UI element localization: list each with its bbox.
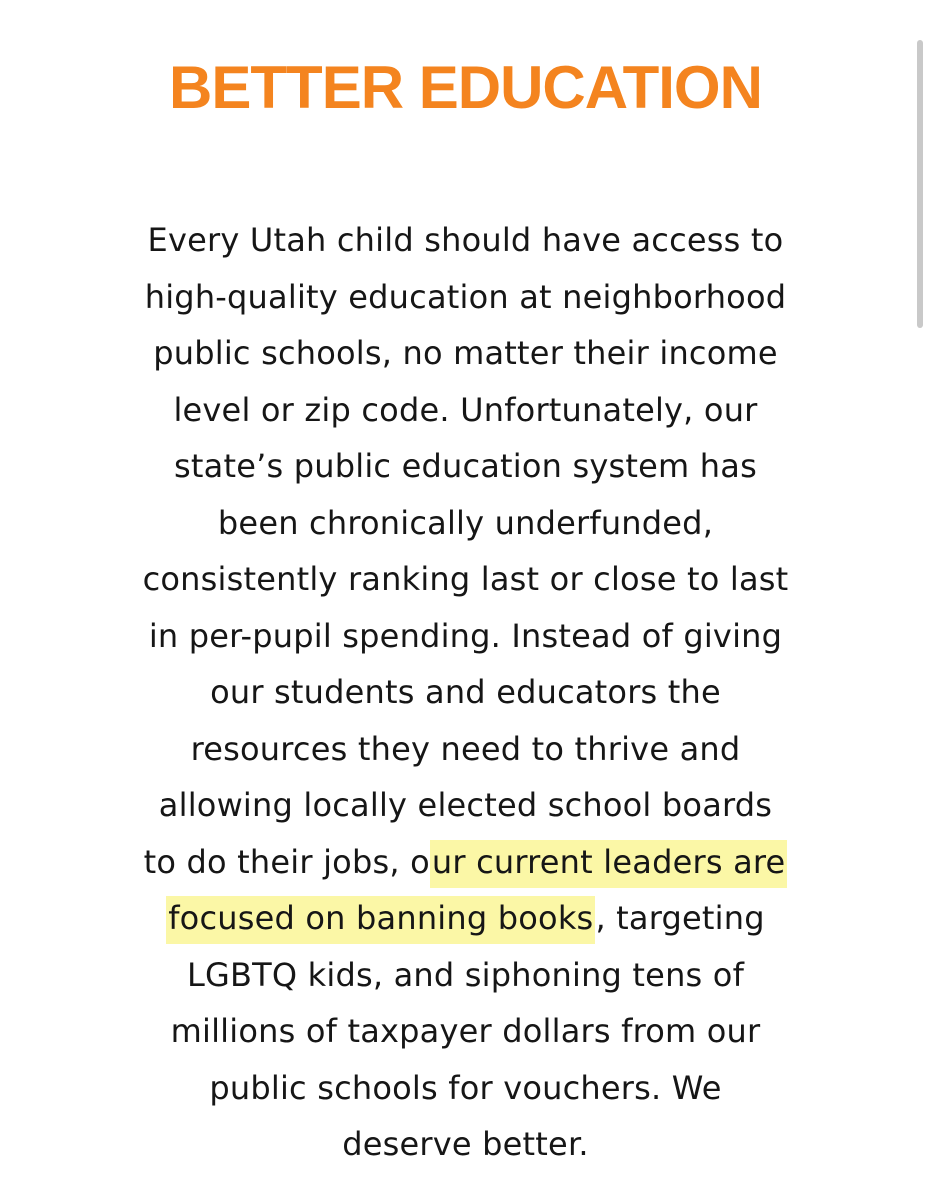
paragraph-line: allowing locally elected school boards	[158, 786, 773, 824]
paragraph-line: been chronically underfunded,	[217, 503, 714, 542]
paragraph-line-highlighted	[0, 834, 931, 891]
highlighted-text: ur current leaders are	[430, 840, 788, 888]
paragraph-line: millions of taxpayer dollars from our	[170, 1012, 761, 1050]
highlighted-text: focused on banning books	[166, 896, 595, 944]
paragraph-line: state’s public education system has	[174, 447, 757, 485]
line-text-after-highlight: , targeting	[595, 899, 765, 937]
paragraph-line: consistently ranking last or close to last	[142, 560, 789, 598]
paragraph-line: in per-pupil spending. Instead of giving	[148, 616, 783, 655]
line-text-before-highlight: to do their jobs, o	[143, 842, 430, 881]
paragraph-line: high-quality education at neighborhood	[144, 277, 787, 316]
paragraph-line: level or zip code. Unfortunately, our	[173, 390, 758, 429]
paragraph-line: public schools, no matter their income	[153, 334, 778, 372]
paragraph-line: deserve better.	[342, 1125, 589, 1163]
paragraph-line: our students and educators the	[210, 673, 721, 711]
paragraph-line: LGBTQ kids, and siphoning tens of	[186, 955, 745, 994]
paragraph-line: public schools for vouchers. We	[209, 1068, 722, 1107]
paragraph-line-highlighted	[0, 890, 931, 947]
paragraph-line: Every Utah child should have access to	[147, 221, 784, 259]
scrollbar-thumb[interactable]	[917, 40, 923, 328]
section-heading: BETTER EDUCATION	[169, 54, 762, 121]
paragraph-line: resources they need to thrive and	[190, 729, 741, 768]
body-paragraph	[0, 212, 931, 1173]
